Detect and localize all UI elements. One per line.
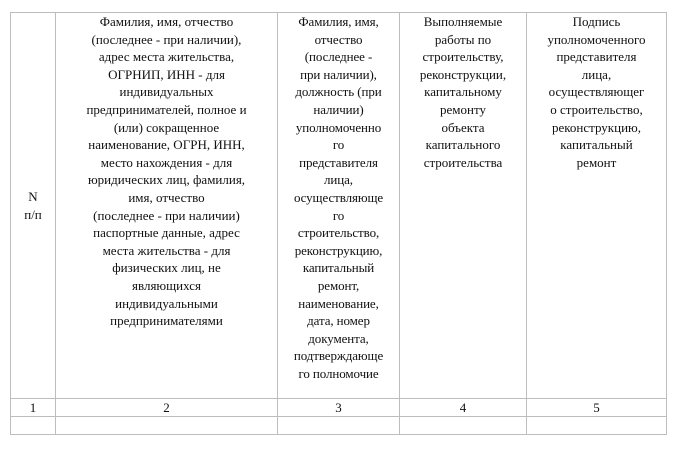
header-text-line: документа, xyxy=(308,330,369,346)
header-text-line: N xyxy=(28,188,38,204)
header-text-line: представителя xyxy=(556,49,637,65)
empty-cell xyxy=(56,417,278,435)
header-text-line: реконструкцию, xyxy=(294,242,383,258)
header-text-line: имя, отчество xyxy=(128,189,205,205)
header-text-line: работы по xyxy=(434,31,492,47)
header-text-line: наличии) xyxy=(313,101,364,117)
header-text-line: Выполняемые xyxy=(423,14,503,29)
empty-cell xyxy=(400,417,527,435)
header-text-line: ремонту xyxy=(440,101,486,117)
header-text-line: предпринимателями xyxy=(110,313,223,329)
header-text-line: адрес места жительства, xyxy=(98,49,235,65)
header-lines xyxy=(13,188,53,223)
header-text-line: индивидуальными xyxy=(115,295,218,311)
empty-cell xyxy=(11,417,56,435)
header-text-line: (или) сокращенное xyxy=(113,119,220,135)
header-text-line: юридических лиц, фамилия, xyxy=(87,172,246,188)
header-text-line: должность (при xyxy=(295,84,382,100)
header-text-line: го xyxy=(332,137,345,153)
empty-data-row xyxy=(11,417,667,435)
header-cell-developer-info xyxy=(56,13,278,399)
header-lines xyxy=(58,13,275,330)
header-text-line: лица, xyxy=(581,66,612,82)
header-text-line: капитального xyxy=(425,137,501,153)
header-text-line: реконструкцию, xyxy=(551,119,641,135)
header-text-line: (последнее - xyxy=(304,49,373,65)
header-text-line: о строительство, xyxy=(550,101,643,117)
header-text-line: объекта xyxy=(441,119,485,135)
header-text-line: строительства xyxy=(423,154,503,170)
header-text-line: Подпись xyxy=(572,14,621,29)
header-text-line: индивидуальных xyxy=(119,84,214,100)
column-number-row xyxy=(11,399,667,417)
header-text-line: места жительства - для xyxy=(102,242,231,258)
header-cell-number xyxy=(11,13,56,399)
column-number: 1 xyxy=(11,399,56,417)
header-text-line: место нахождения - для xyxy=(100,154,233,170)
header-text-line: Фамилия, имя, отчество xyxy=(99,14,234,29)
header-text-line: дата, номер xyxy=(307,313,370,329)
header-lines xyxy=(529,13,664,171)
header-lines xyxy=(280,13,397,382)
header-text-line: п/п xyxy=(24,206,42,222)
header-text-line: паспортные данные, адрес xyxy=(93,225,240,241)
header-text-line: ремонт, xyxy=(317,277,360,293)
column-number: 3 xyxy=(278,399,400,417)
column-number: 5 xyxy=(527,399,667,417)
header-text-line: строительству, xyxy=(422,49,504,65)
header-text-line: реконструкции, xyxy=(419,66,507,82)
header-text-line: уполномоченно xyxy=(295,119,382,135)
journal-table xyxy=(10,12,667,435)
header-text-line: наименование, ОГРН, ИНН, xyxy=(88,137,245,153)
header-text-line: подтверждающе xyxy=(293,348,384,364)
header-text-line: го полномочие xyxy=(298,365,379,381)
header-text-line: (последнее - при наличии), xyxy=(91,31,242,47)
header-text-line: отчество xyxy=(314,31,363,47)
column-number: 2 xyxy=(56,399,278,417)
header-text-line: осуществляющег xyxy=(548,84,645,100)
header-text-line: го xyxy=(332,207,345,223)
header-text-line: уполномоченного xyxy=(547,31,646,47)
header-lines xyxy=(402,13,524,171)
header-text-line: строительство, xyxy=(297,225,380,241)
empty-cell xyxy=(527,417,667,435)
header-row xyxy=(11,13,667,399)
header-text-line: при наличии), xyxy=(300,66,377,82)
header-text-line: (последнее - при наличии) xyxy=(93,207,240,223)
header-text-line: предпринимателей, полное и xyxy=(86,101,247,117)
header-text-line: ОГРНИП, ИНН - для xyxy=(108,66,225,82)
header-cell-representative xyxy=(278,13,400,399)
header-text-line: капитальному xyxy=(424,84,502,100)
header-text-line: ремонт xyxy=(576,154,617,170)
header-text-line: Фамилия, имя, xyxy=(298,14,379,29)
header-text-line: капитальный xyxy=(302,260,375,276)
header-text-line: физических лиц, не xyxy=(112,260,221,276)
header-text-line: наименование, xyxy=(298,295,379,311)
header-text-line: осуществляюще xyxy=(293,189,384,205)
header-text-line: представителя xyxy=(299,154,378,170)
header-cell-signature xyxy=(527,13,667,399)
empty-cell xyxy=(278,417,400,435)
column-number: 4 xyxy=(400,399,527,417)
header-text-line: являющихся xyxy=(132,277,201,293)
header-text-line: лица, xyxy=(324,172,353,188)
header-text-line: капитальный xyxy=(560,137,633,153)
header-cell-works xyxy=(400,13,527,399)
